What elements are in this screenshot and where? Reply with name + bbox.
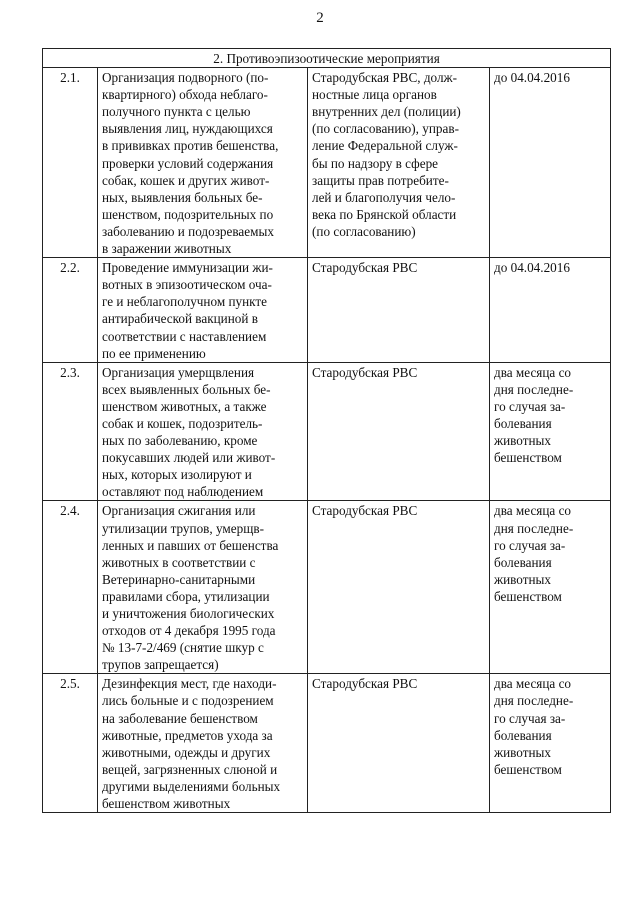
table-row (43, 68, 611, 258)
row-responsible: Стародубская РВС (308, 501, 490, 674)
row-responsible: Стародубская РВС (308, 674, 490, 813)
table-row (43, 501, 611, 674)
measures-table (42, 48, 611, 813)
row-deadline: до 04.04.2016 (490, 258, 611, 363)
row-action: Проведение иммунизации жи- вотных в эпизоотическом оча- ге и неблагополучном пункте антирабической вакциной в соответствии с наставлением по ее применению (98, 258, 308, 363)
table-row (43, 258, 611, 363)
row-action: Организация умерщвления всех выявленных больных бе- шенством животных, а также собак и кошек, подозритель- ных по заболеванию, кроме покусавших людей или живот- ных, которых изолируют и оставляют под наблюдением (98, 362, 308, 501)
row-action: Организация сжигания или утилизации трупов, умерщв- ленных и павших от бешенства животных в соответствии с Ветеринарно-санитарными правилами сбора, утилизации и уничтожения биологических отходов от 4 декабря 1995 года № 13-7-2/469 (снятие шкур с трупов запрещается) (98, 501, 308, 674)
section-header: 2. Противоэпизоотические мероприятия (43, 49, 611, 68)
row-responsible: Стародубская РВС (308, 362, 490, 501)
row-deadline: два месяца со дня последне- го случая за- болевания животных бешенством (490, 362, 611, 501)
row-deadline: два месяца со дня последне- го случая за- болевания животных бешенством (490, 501, 611, 674)
row-deadline: до 04.04.2016 (490, 68, 611, 258)
row-responsible: Стародубская РВС, долж- ностные лица органов внутренних дел (полиции) (по согласованию), управ- ление Федеральной служ- бы по надзору в сфере защиты прав потребите- лей и благополучия чело- века по Брянской области (по согласованию) (308, 68, 490, 258)
row-number: 2.3. (43, 362, 98, 501)
table-row (43, 362, 611, 501)
row-action: Организация подворного (по- квартирного) обхода неблаго- получного пункта с целью выявления лиц, нуждающихся в прививках против бешенства, проверки условий содержания собак, кошек и других живот- ных, выявления больных бе- шенством, подозрительных по заболеванию и подозреваемых в заражении животных (98, 68, 308, 258)
row-number: 2.2. (43, 258, 98, 363)
row-deadline: два месяца со дня последне- го случая за- болевания животных бешенством (490, 674, 611, 813)
row-number: 2.5. (43, 674, 98, 813)
row-responsible: Стародубская РВС (308, 258, 490, 363)
row-number: 2.4. (43, 501, 98, 674)
table-row (43, 674, 611, 813)
row-action: Дезинфекция мест, где находи- лись больные и с подозрением на заболевание бешенством животные, предметов ухода за животными, одежды и других вещей, загрязненных слюной и другими выделениями больных бешенством животных (98, 674, 308, 813)
row-number: 2.1. (43, 68, 98, 258)
section-header-row (43, 49, 611, 68)
page-number: 2 (316, 10, 324, 26)
